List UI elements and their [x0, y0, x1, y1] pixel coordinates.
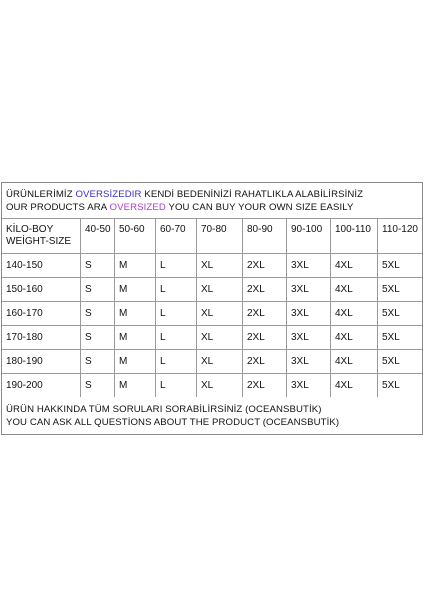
size-cell: 4XL: [331, 278, 378, 301]
size-chart-footer: [2, 397, 422, 434]
size-cell: L: [156, 326, 197, 349]
column-header: 70-80: [197, 219, 243, 253]
size-cell: 3XL: [287, 254, 331, 277]
size-cell: 2XL: [243, 326, 287, 349]
size-cell: 2XL: [243, 302, 287, 325]
size-cell: S: [81, 302, 115, 325]
size-cell: M: [115, 254, 156, 277]
size-cell: XL: [197, 374, 243, 397]
size-cell: 5XL: [382, 332, 400, 343]
size-cell: 4XL: [331, 350, 378, 373]
size-cell: S: [81, 278, 115, 301]
size-chart-header: [2, 183, 422, 219]
column-header: 60-70: [156, 219, 197, 253]
header-line-en-highlight: OVERSIZED: [109, 202, 166, 213]
table-row: [2, 302, 422, 326]
footer-line-en: YOU CAN ASK ALL QUESTİONS ABOUT THE PRODUCT (OCEANSBUTİK): [6, 417, 340, 428]
size-cell: M: [115, 374, 156, 397]
size-cell: 4XL: [331, 254, 378, 277]
column-header: 80-90: [243, 219, 287, 253]
column-header: 90-100: [287, 219, 331, 253]
table-row: [2, 278, 422, 302]
size-cell: 3XL: [287, 278, 331, 301]
table-row: [2, 374, 422, 397]
size-cell: 5XL: [382, 260, 400, 271]
size-cell: XL: [197, 350, 243, 373]
size-cell: 2XL: [243, 278, 287, 301]
header-line-en: [2, 201, 422, 214]
row-label: 140-150: [2, 254, 81, 277]
size-cell: M: [115, 302, 156, 325]
row-label: 180-190: [2, 350, 81, 373]
corner-label-weight: KİLO-BOY: [6, 224, 54, 235]
size-cell: XL: [197, 326, 243, 349]
size-cell: 2XL: [243, 374, 287, 397]
column-header: 110-120: [382, 224, 418, 235]
table-body: [2, 254, 422, 397]
header-line-tr-pre: ÜRÜNLERİMİZ: [6, 189, 76, 200]
column-header: 50-60: [115, 219, 156, 253]
size-cell: L: [156, 374, 197, 397]
corner-cell: [2, 219, 81, 253]
header-line-en-post: YOU CAN BUY YOUR OWN SIZE EASILY: [165, 202, 354, 213]
size-cell: L: [156, 302, 197, 325]
column-header: 100-110: [331, 219, 378, 253]
size-cell: 4XL: [331, 374, 378, 397]
size-cell: 2XL: [243, 350, 287, 373]
size-cell: M: [115, 350, 156, 373]
size-cell: XL: [197, 254, 243, 277]
column-header-row: [2, 219, 422, 254]
size-cell: 4XL: [331, 326, 378, 349]
size-cell: M: [115, 278, 156, 301]
size-cell: 4XL: [331, 302, 378, 325]
header-line-tr: [2, 188, 422, 201]
size-cell: 5XL: [382, 356, 400, 367]
size-cell: 5XL: [382, 380, 400, 391]
table-row: [2, 254, 422, 278]
size-cell: XL: [197, 302, 243, 325]
header-line-tr-highlight: OVERSİZEDIR: [75, 189, 142, 200]
table-row: [2, 350, 422, 374]
row-label: 160-170: [2, 302, 81, 325]
table-row: [2, 326, 422, 350]
header-line-tr-post: KENDİ BEDENİNİZİ RAHATLIKLA ALABİLİRSİNİZ: [141, 189, 364, 200]
size-cell: S: [81, 254, 115, 277]
size-cell: 5XL: [382, 308, 400, 319]
size-cell: XL: [197, 278, 243, 301]
row-label: 170-180: [2, 326, 81, 349]
size-cell: S: [81, 326, 115, 349]
size-cell: S: [81, 350, 115, 373]
size-chart: [1, 182, 423, 435]
size-cell: L: [156, 350, 197, 373]
footer-line-tr: ÜRÜN HAKKINDA TÜM SORULARI SORABİLİRSİNİZ (OCEANSBUTİK): [6, 404, 322, 415]
size-cell: 5XL: [382, 284, 400, 295]
size-cell: 3XL: [287, 326, 331, 349]
size-cell: 3XL: [287, 302, 331, 325]
size-cell: L: [156, 254, 197, 277]
row-label: 190-200: [2, 374, 81, 397]
size-cell: S: [81, 374, 115, 397]
size-cell: 3XL: [287, 374, 331, 397]
size-cell: M: [115, 326, 156, 349]
corner-label-size: WEİGHT-SIZE: [6, 236, 71, 247]
size-cell: 3XL: [287, 350, 331, 373]
column-header: 40-50: [81, 219, 115, 253]
header-line-en-pre: OUR PRODUCTS ARA: [6, 202, 110, 213]
row-label: 150-160: [2, 278, 81, 301]
size-cell: 2XL: [243, 254, 287, 277]
size-cell: L: [156, 278, 197, 301]
